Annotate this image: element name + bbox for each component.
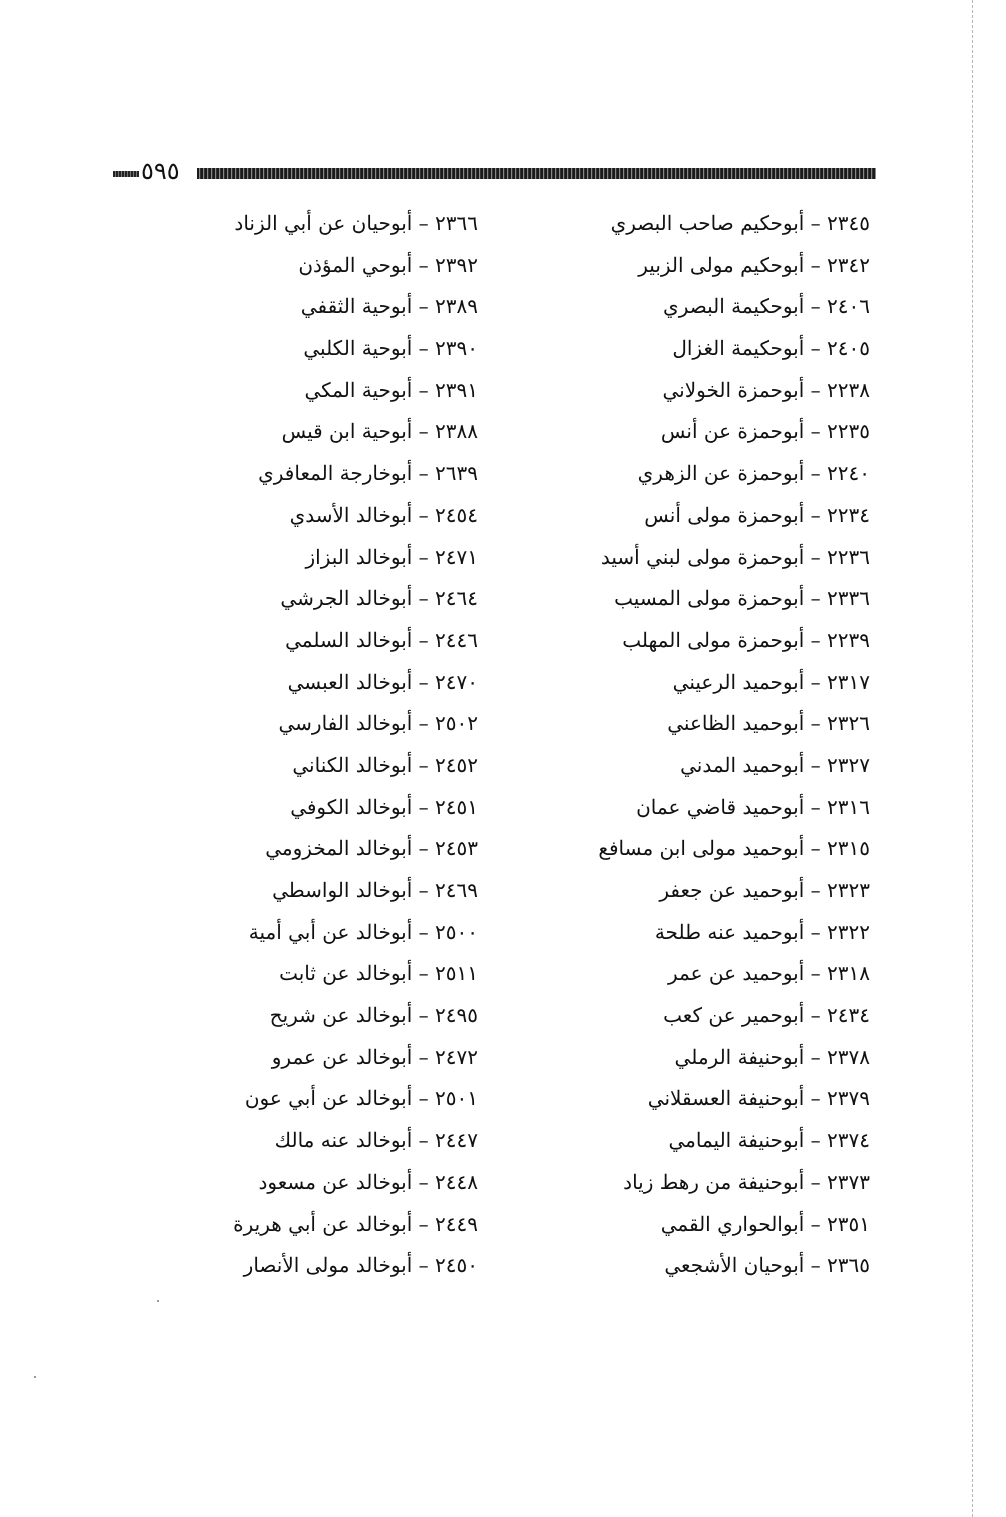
- index-column-left: [158, 203, 478, 1287]
- index-entry: ٢٤٦٩ – أبوخالد الواسطي: [272, 878, 478, 902]
- index-entry: ٢٣٤٥ – أبوحكيم صاحب البصري: [610, 211, 870, 235]
- index-entry: ٢٤٤٦ – أبوخالد السلمي: [285, 627, 478, 652]
- index-entry: ٢٣٤٢ – أبوحكيم مولى الزبير: [638, 252, 870, 277]
- index-entry: ٢٢٤٠ – أبوحمزة عن الزهري: [637, 461, 870, 486]
- page-edge-line: [972, 0, 973, 1517]
- index-entry: ٢٥٠٢ – أبوخالد الفارسي: [278, 711, 478, 736]
- index-entry: ٢٣٥١ – أبوالحواري القمي: [660, 1211, 870, 1236]
- index-entry: ٢٣٧٣ – أبوحنيفة من رهط زياد: [623, 1169, 870, 1194]
- index-entry: ٢٣٩٢ – أبوحي المؤذن: [298, 252, 478, 277]
- index-entry: ٢٤٧٢ – أبوخالد عن عمرو: [271, 1044, 478, 1069]
- index-entry: ٢٤٤٧ – أبوخالد عنه مالك: [274, 1128, 478, 1153]
- index-entry: ٢٥٠١ – أبوخالد عن أبي عون: [244, 1086, 478, 1111]
- index-entry: ٢٤٧١ – أبوخالد البزاز: [305, 544, 478, 569]
- scan-speck: [34, 1376, 36, 1378]
- index-entry: ٢٣٧٤ – أبوحنيفة اليمامي: [668, 1128, 870, 1153]
- index-entry: ٢٤٦٤ – أبوخالد الجرشي: [280, 586, 478, 611]
- index-entry: ٢٤٥٠ – أبوخالد مولى الأنصار: [243, 1253, 478, 1278]
- index-entry: ٢٣٢٧ – أبوحميد المدني: [680, 752, 870, 777]
- index-entry: ٢٣٣٦ – أبوحمزة مولى المسيب: [614, 586, 870, 611]
- index-entry: ٢٤٧٠ – أبوخالد العبسي: [287, 669, 478, 694]
- index-entry: ٢٥٠٠ – أبوخالد عن أبي أمية: [248, 919, 478, 944]
- index-entry: ٢٣٢٣ – أبوحميد عن جعفر: [659, 878, 870, 902]
- index-entry: ٢٣٧٩ – أبوحنيفة العسقلاني: [647, 1086, 870, 1111]
- index-entry: ٢٣٢٢ – أبوحميد عنه طلحة: [654, 919, 870, 944]
- scan-speck: [157, 1300, 159, 1302]
- index-entry: ٢٤٠٦ – أبوحكيمة البصري: [663, 294, 870, 319]
- page-header: [113, 157, 876, 185]
- index-entry: ٢٣٩١ – أبوحية المكي: [304, 377, 478, 402]
- header-rule: [197, 168, 876, 179]
- index-entry: ٢٣١٥ – أبوحميد مولى ابن مسافع: [598, 836, 870, 861]
- page-number: ٥٩٥: [141, 157, 180, 185]
- index-entry: ٢٣١٧ – أبوحميد الرعيني: [672, 669, 870, 694]
- index-entry: ٢٣٧٨ – أبوحنيفة الرملي: [674, 1044, 870, 1069]
- index-entry: ٢٢٣٦ – أبوحمزة مولى لبني أسيد: [600, 544, 870, 569]
- index-entry: ٢٢٣٨ – أبوحمزة الخولاني: [662, 377, 870, 402]
- index-entry: ٢٢٣٤ – أبوحمزة مولى أنس: [644, 502, 870, 527]
- index-entry: ٢٤٥١ – أبوخالد الكوفي: [290, 794, 478, 819]
- index-entry: ٢٣٩٠ – أبوحية الكلبي: [303, 336, 478, 361]
- index-entry: ٢٤٥٣ – أبوخالد المخزومي: [265, 836, 478, 861]
- index-column-right: [540, 203, 870, 1287]
- index-entry: ٢٤٤٩ – أبوخالد عن أبي هريرة: [233, 1211, 478, 1236]
- index-entry: ٢٣٦٥ – أبوحيان الأشجعي: [664, 1253, 870, 1278]
- index-entry: ٢٢٣٩ – أبوحمزة مولى المهلب: [622, 627, 870, 652]
- index-entry: ٢٣١٨ – أبوحميد عن عمر: [667, 961, 870, 986]
- index-entry: ٢٤٩٥ – أبوخالد عن شريح: [269, 1003, 478, 1028]
- index-entry: ٢٣٦٦ – أبوحيان عن أبي الزناد: [234, 211, 478, 235]
- index-entry: ٢٦٣٩ – أبوخارجة المعافري: [258, 461, 478, 486]
- index-entry: ٢٥١١ – أبوخالد عن ثابت: [279, 961, 478, 986]
- index-entry: ٢٤٤٨ – أبوخالد عن مسعود: [258, 1169, 478, 1194]
- index-entry: ٢٣١٦ – أبوحميد قاضي عمان: [636, 794, 870, 819]
- index-entry: ٢٤٠٥ – أبوحكيمة الغزال: [672, 336, 870, 361]
- header-rule-left: [113, 171, 139, 177]
- index-entry: ٢٤٣٤ – أبوحمير عن كعب: [663, 1003, 870, 1028]
- index-entry: ٢٤٥٤ – أبوخالد الأسدي: [289, 502, 478, 527]
- index-entry: ٢٣٨٩ – أبوحية الثقفي: [300, 294, 478, 319]
- index-entry: ٢٤٥٢ – أبوخالد الكناني: [292, 752, 478, 777]
- index-entry: ٢٣٨٨ – أبوحية ابن قيس: [281, 419, 478, 444]
- index-entry: ٢٢٣٥ – أبوحمزة عن أنس: [660, 419, 870, 444]
- index-entry: ٢٣٢٦ – أبوحميد الظاعني: [667, 711, 870, 736]
